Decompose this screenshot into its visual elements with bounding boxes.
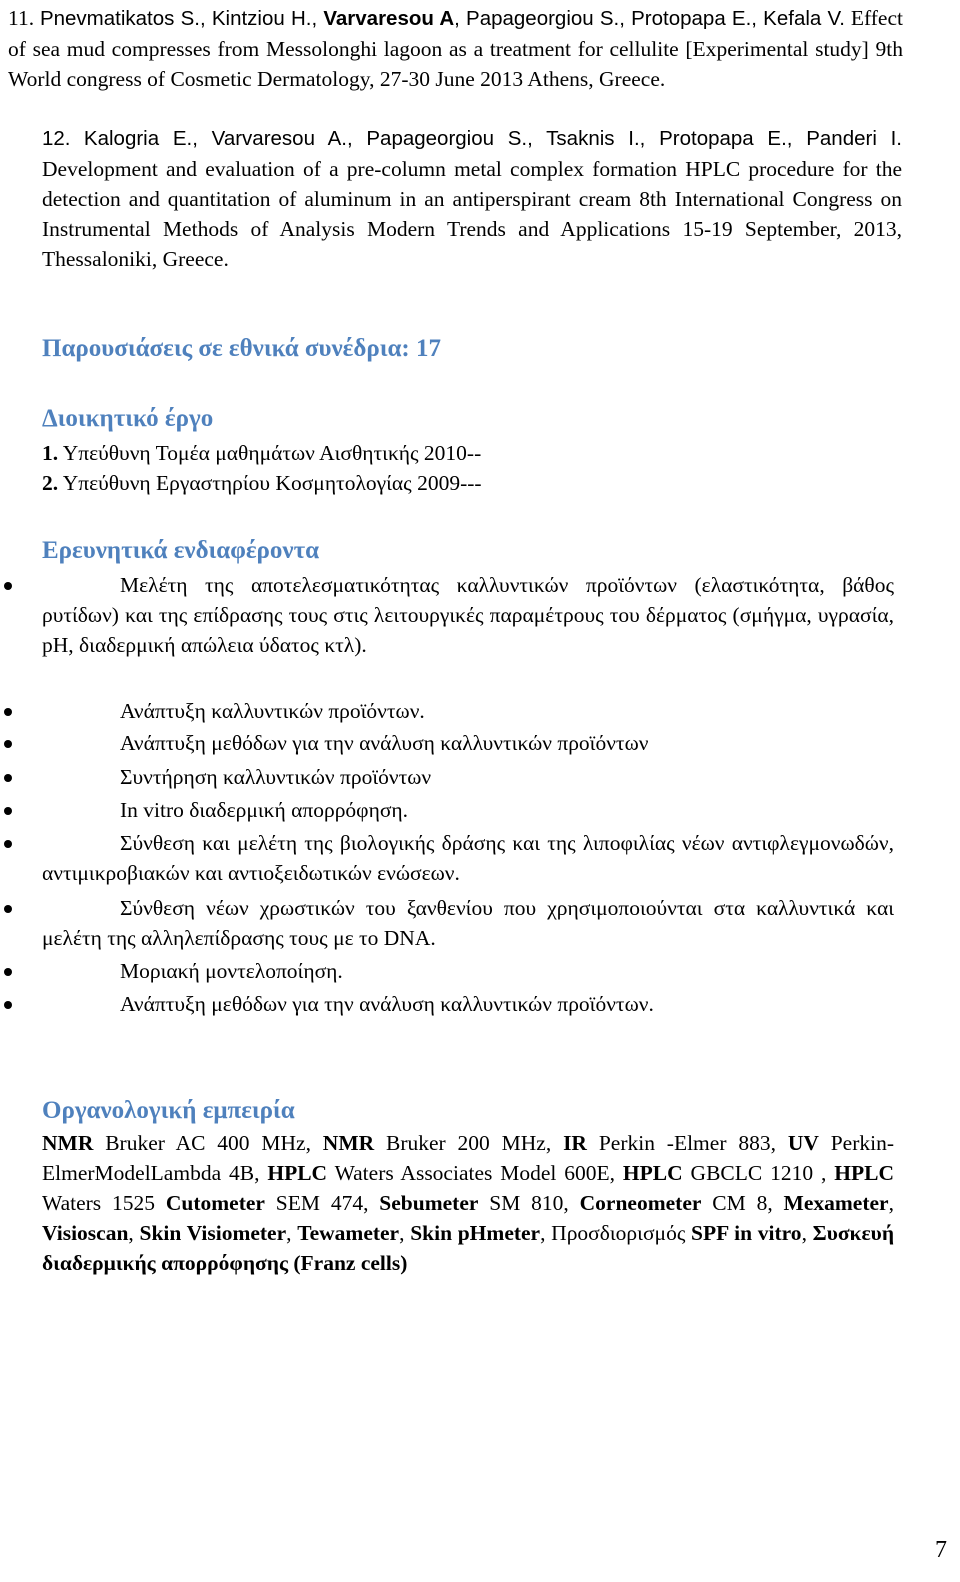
research-heading: Ερευνητικά ενδιαφέροντα <box>42 537 320 564</box>
reference-number: 11. <box>8 6 35 30</box>
bullet-icon <box>4 840 12 848</box>
list-item-text: Μελέτη της αποτελεσματικότητας καλλυντικών προϊόντων (ελαστικότητα, βάθος ρυτίδων) και της επίδρασης τους στις λειτουργικές παραμέτρους του δέρματος (σμήγμα, υγρασία, pH, διαδερμική απώλεια ύδατος κτλ). <box>42 573 894 657</box>
instrument-detail: Waters 1525 <box>42 1191 166 1215</box>
instrument-name: HPLC <box>622 1161 683 1185</box>
reference-11 <box>8 3 903 94</box>
list-item-text: Σύνθεση και μελέτη της βιολογικής δράσης και της λιποφιλίας νέων αντιφλεγμονωδών, αντιμικροβιακών και αντιοξειδωτικών ενώσεων. <box>42 831 894 885</box>
reference-text: Development and evaluation of a pre-column metal complex formation HPLC procedure for the detection and quantitation of aluminum in an antiperspirant cream 8th International Congress on Instrumental Methods of Analysis Modern Trends and Applications 15-19 September, 2013, Thessaloniki, Greece. <box>42 157 902 271</box>
instrument-name: Tewameter <box>297 1221 400 1245</box>
instrument-detail: Perkin- ElmerModelLambda 4B, <box>42 1131 895 1185</box>
instrument-name: Sebumeter <box>379 1191 479 1215</box>
instrumental-text <box>42 1128 894 1278</box>
list-item-text: Ανάπτυξη καλλυντικών προϊόντων. <box>120 699 425 723</box>
item-text: Υπεύθυνη Τομέα μαθημάτων Αισθητικής 2010-- <box>62 441 482 465</box>
instrument-detail: SEM 474, <box>264 1191 380 1215</box>
instrument-name: SPF in vitro <box>691 1221 802 1245</box>
instrument-name: UV <box>787 1131 819 1155</box>
authors-text: Pnevmatikatos S., Kintziou H., <box>39 7 324 30</box>
instrument-detail: , <box>128 1221 140 1245</box>
instrument-name: Corneometer <box>579 1191 702 1215</box>
list-item <box>42 795 894 825</box>
instrument-detail: , Προσδιορισμός <box>540 1221 692 1245</box>
instrument-name: Skin pHmeter <box>410 1221 541 1245</box>
administrative-item <box>42 438 481 468</box>
list-item-text: Μοριακή μοντελοποίηση. <box>120 959 343 983</box>
list-item <box>42 570 894 660</box>
bullet-icon <box>4 905 12 913</box>
item-number: 2. <box>42 471 59 495</box>
instrument-detail: Bruker AC 400 MHz, <box>93 1131 323 1155</box>
instrument-name: NMR <box>322 1131 375 1155</box>
instrument-name: Cutometer <box>165 1191 265 1215</box>
instrument-name: Visioscan <box>42 1221 129 1245</box>
instrument-detail: Perkin -Elmer 883, <box>586 1131 788 1155</box>
instrument-detail: , <box>399 1221 411 1245</box>
list-item <box>42 956 894 986</box>
instrument-detail: Bruker 200 MHz, <box>374 1131 564 1155</box>
list-item <box>42 828 894 888</box>
bullet-icon <box>4 1001 12 1009</box>
instrument-name: Συσκευή διαδερμικής απορρόφησης (Franz cells) <box>42 1221 895 1275</box>
administrative-heading: Διοικητικό έργο <box>42 405 214 432</box>
instrumental-heading: Οργανολογική εμπειρία <box>42 1097 295 1124</box>
item-number: 1. <box>42 441 59 465</box>
instrument-detail: Waters Associates Model 600E, <box>327 1161 623 1185</box>
bullet-icon <box>4 774 12 782</box>
list-item <box>42 696 894 726</box>
list-item-text: Ανάπτυξη μεθόδων για την ανάλυση καλλυντικών προϊόντων <box>120 731 649 755</box>
bullet-icon <box>4 708 12 716</box>
reference-text: Effect of sea mud compresses from Messolonghi lagoon as a treatment for cellulite [Experimental study] 9th World congress of Cosmetic Dermatology, 27-30 June 2013 Athens, Greece. <box>8 6 903 91</box>
bullet-icon <box>4 740 12 748</box>
reference-12 <box>42 123 902 274</box>
instrument-name: HPLC <box>267 1161 328 1185</box>
list-item-text: Ανάπτυξη μεθόδων για την ανάλυση καλλυντικών προϊόντων. <box>120 992 654 1016</box>
highlighted-author: Varvaresou A <box>323 7 455 30</box>
list-item-text: Σύνθεση νέων χρωστικών του ξανθενίου που χρησιμοποιούνται στα καλλυντικά και μελέτη της αλληλεπίδρασης τους με το DNA. <box>42 896 894 950</box>
bullet-icon <box>4 968 12 976</box>
list-item <box>42 893 894 953</box>
instrument-name: HPLC <box>834 1161 894 1185</box>
reference-authors: Kalogria E., Varvaresou A., Papageorgiou S., Tsaknis I., Protopapa E., Panderi I. <box>83 127 903 150</box>
list-item <box>42 989 894 1019</box>
bullet-icon <box>4 807 12 815</box>
reference-authors <box>40 7 845 30</box>
instrument-name: IR <box>563 1131 587 1155</box>
authors-text: , Papageorgiou S., Protopapa E., Kefala V. <box>454 7 845 30</box>
instrument-detail: , <box>801 1221 813 1245</box>
instrument-detail: CM 8, <box>701 1191 784 1215</box>
bullet-icon <box>4 582 12 590</box>
instrument-name: Skin Visiometer <box>139 1221 287 1245</box>
instrument-detail: , <box>888 1191 894 1215</box>
list-item-text: Συντήρηση καλλυντικών προϊόντων <box>120 765 432 789</box>
administrative-item <box>42 468 482 498</box>
national-presentations-heading: Παρουσιάσεις σε εθνικά συνέδρια: 17 <box>42 335 441 362</box>
page-number: 7 <box>935 1537 947 1563</box>
instrument-name: Mexameter <box>783 1191 889 1215</box>
item-text: Υπεύθυνη Εργαστηρίου Κοσμητολογίας 2009--- <box>62 471 482 495</box>
list-item-text: In vitro διαδερμική απορρόφηση. <box>120 798 409 822</box>
instrument-detail: , <box>286 1221 298 1245</box>
instrument-detail: GBCLC 1210 , <box>682 1161 835 1185</box>
instrument-detail: SM 810, <box>478 1191 580 1215</box>
instrument-name: NMR <box>42 1131 94 1155</box>
reference-number: 12. <box>42 127 71 150</box>
list-item <box>42 728 894 758</box>
list-item <box>42 762 894 792</box>
